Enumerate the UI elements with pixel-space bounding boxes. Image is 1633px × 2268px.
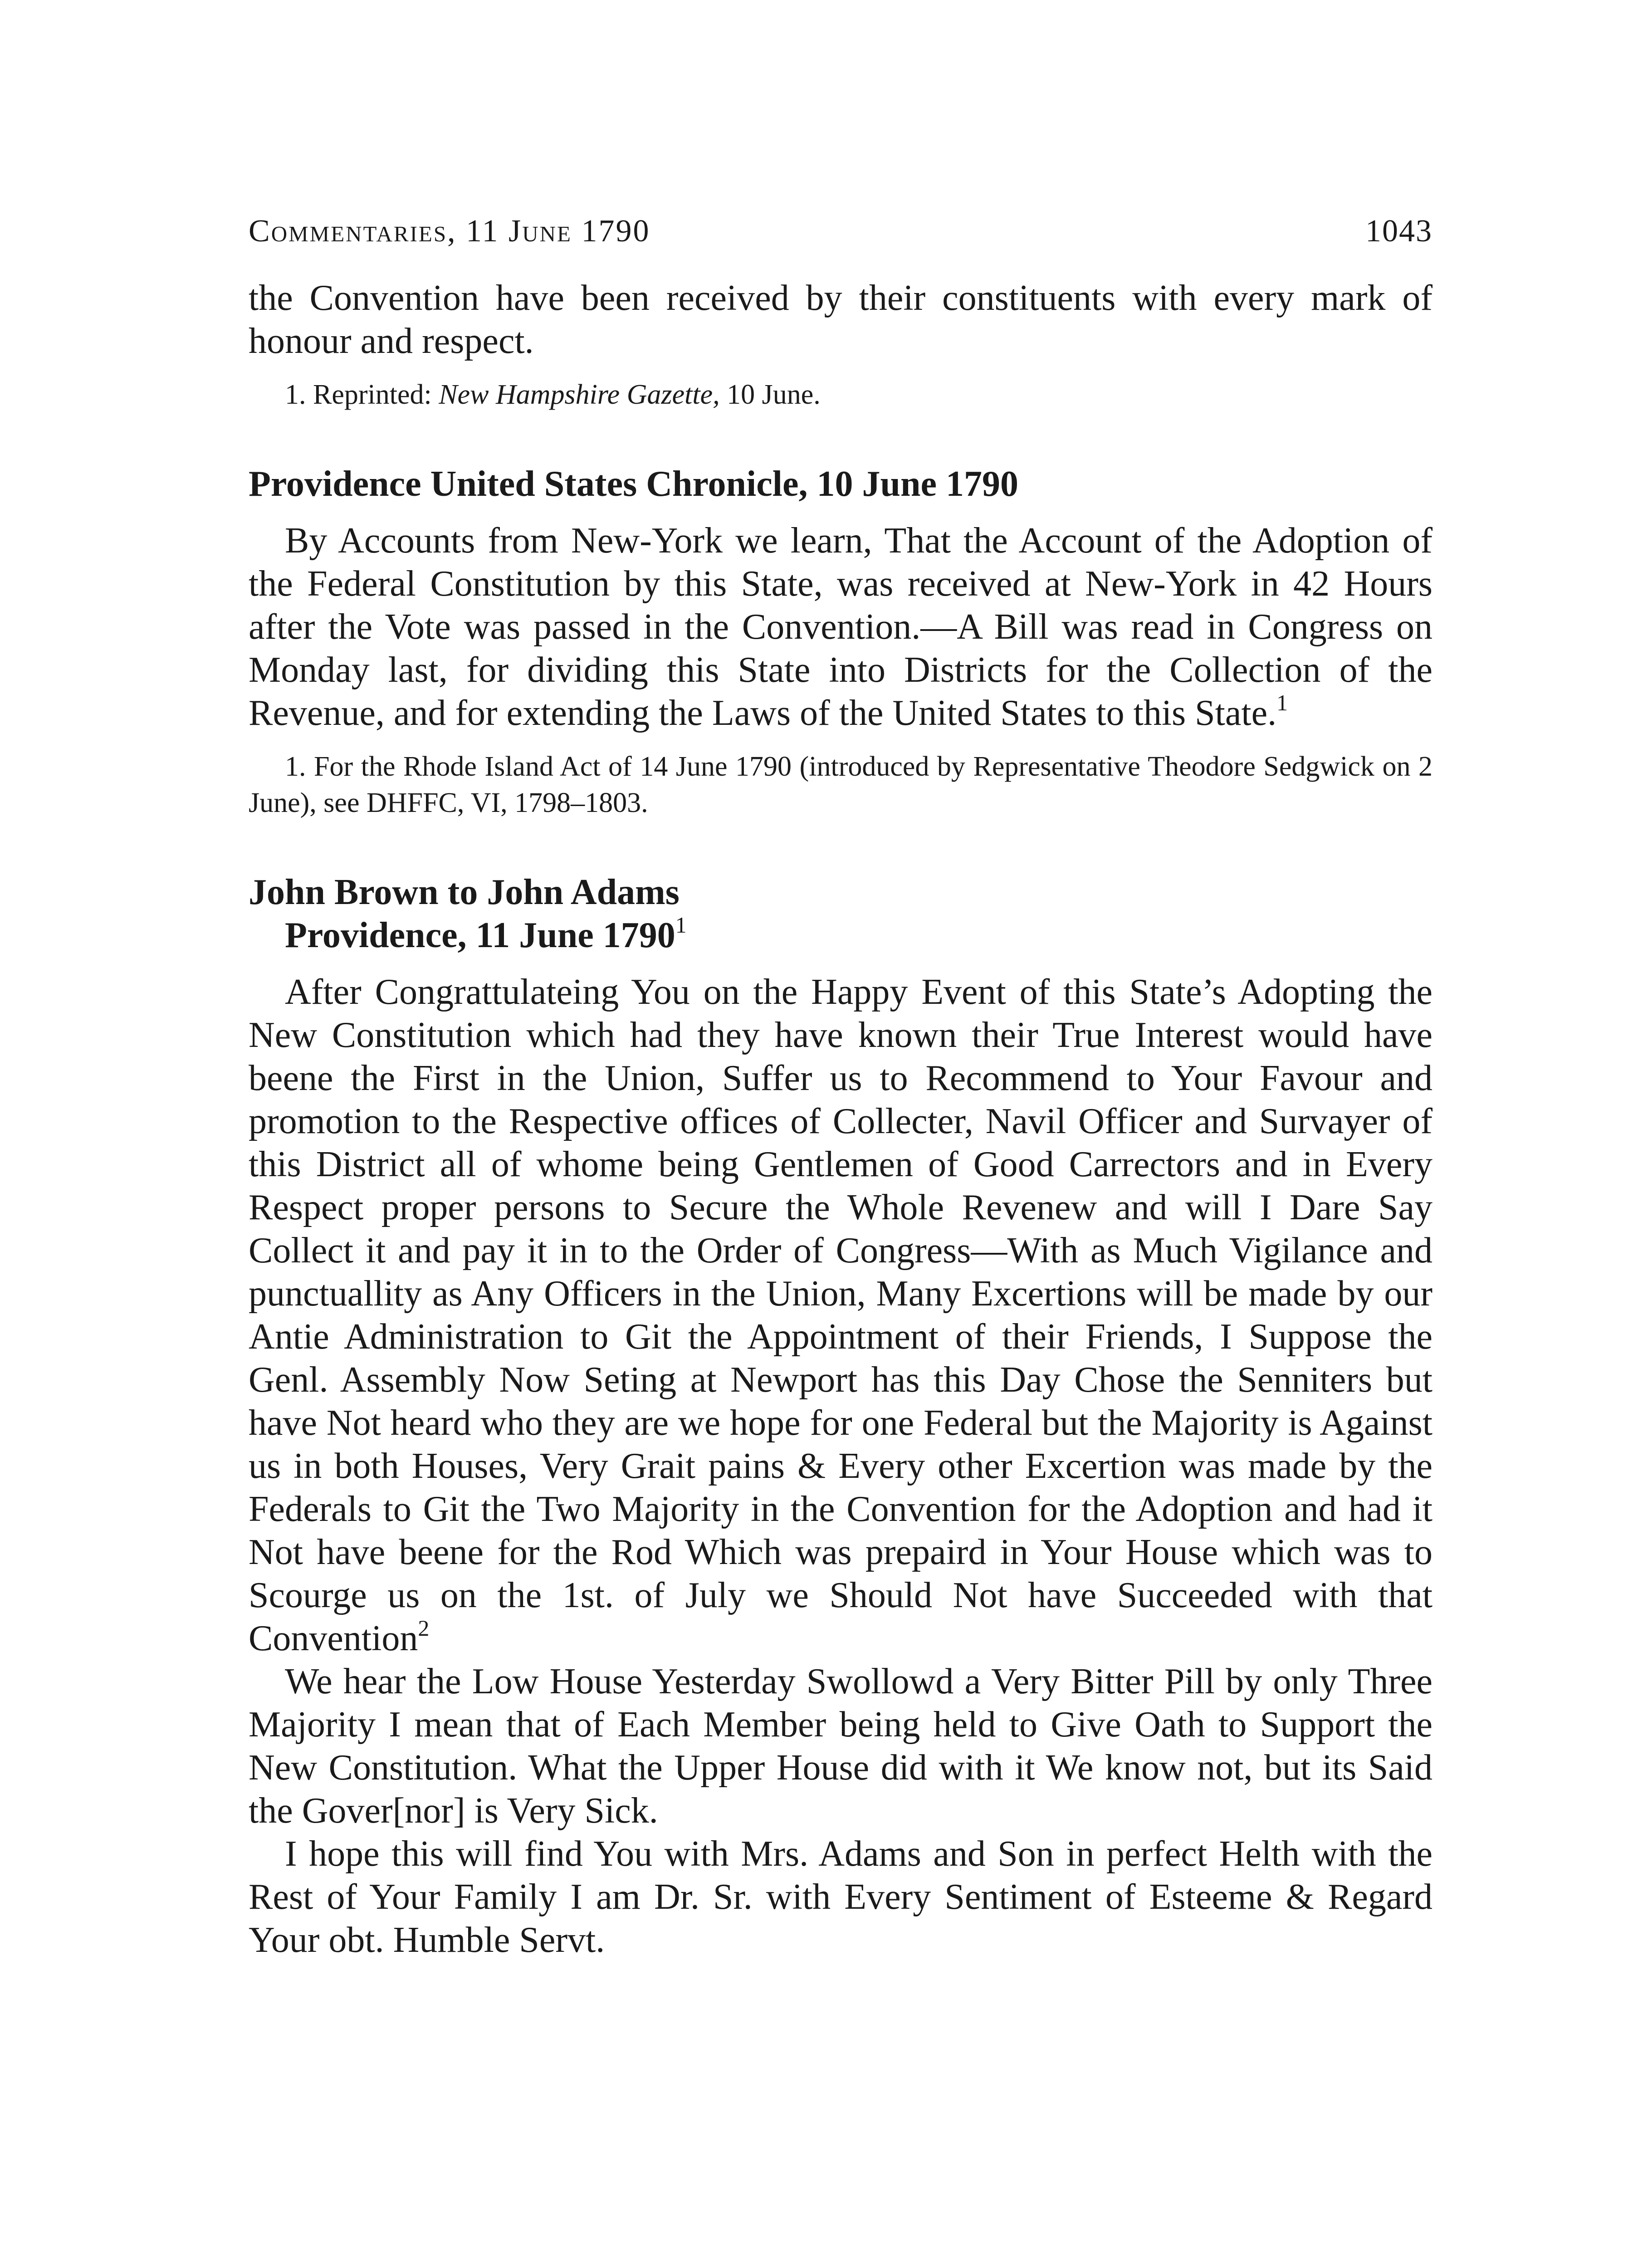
continuation-paragraph: the Convention have been received by their constituents with every mark of honour and respect.	[249, 278, 1433, 361]
footnote-reprinted: 1. Reprinted: New Hampshire Gazette, 10 June.	[285, 379, 821, 410]
footnote-ref: 2	[418, 1615, 430, 1641]
running-head: Commentaries, 11 June 1790	[249, 214, 650, 249]
letter-paragraph-1: After Congrattulateing You on the Happy Event of this State’s Adopting the New Constitution which had they have known their True Interest would have beene the First in the Union, Suffer us to Recommend to Your Favour and promotion to the Respective offices of Collecter, Navil Officer and Survayer of this District all of whome being Gentlemen of Good Carrectors and in Every Respect proper persons to Secure the Whole Revenew and will I Dare Say Collect it and pay it in to the Order of Congress—With as Much Vigilance and punctuallity as Any Officers in the Union, Many Excertions will be made by our Antie Administration to Git the Appointment of their Friends, I Suppose the Genl. Assembly Now Seting at Newport has this Day Chose the Senniters but have Not heard who they are we hope for one Federal but the Majority is Against us in both Houses, Very Grait pains & Every other Excertion was made by the Federals to Git the Two Majority in the Convention for the Adoption and had it Not have beene for the Rod Which was prepaird in Your House which was to Scourge us on the 1st. of July we Should Not have Succeeded with that Convention$^2$	[249, 972, 1433, 1658]
page-number: 1043	[1365, 214, 1433, 249]
document-page	[249, 213, 1433, 1962]
page-header	[249, 213, 1433, 263]
section-heading-chronicle: Providence United States Chronicle, 10 June 1790	[249, 464, 1018, 504]
letter-paragraph-3: I hope this will find You with Mrs. Adams and Son in perfect Helth with the Rest of Your Family I am Dr. Sr. with Every Sentiment of Esteeme & Regard Your obt. Humble Servt.	[249, 1834, 1433, 1960]
chronicle-paragraph: By Accounts from New-York we learn, That the Account of the Adoption of the Federal Constitution by this State, was received at New-York in 42 Hours after the Vote was passed in the Convention.—A Bill was read in Congress on Monday last, for dividing this State into Districts for the Collection of the Revenue, and for extending the Laws of the United States to this State.$^1$	[249, 521, 1433, 733]
letter-paragraph-2: We hear the Low House Yesterday Swollowd a Very Bitter Pill by only Three Majority I mean that of Each Member being held to Give Oath to Support the New Constitution. What the Upper House did with it We know not, but its Said the Gover[nor] is Very Sick.	[249, 1662, 1433, 1831]
footnote-ref: 1	[1276, 690, 1288, 715]
footnote-ref: 1	[675, 912, 687, 938]
footnote-rhode-island-act: 1. For the Rhode Island Act of 14 June 1790 (introduced by Representative Theodore Sedgwick on 2 June), see DHFFC, VI, 1798–1803.	[249, 751, 1433, 818]
section-heading-letter: John Brown to John Adams Providence, 11 June 1790$^1$	[249, 872, 687, 955]
